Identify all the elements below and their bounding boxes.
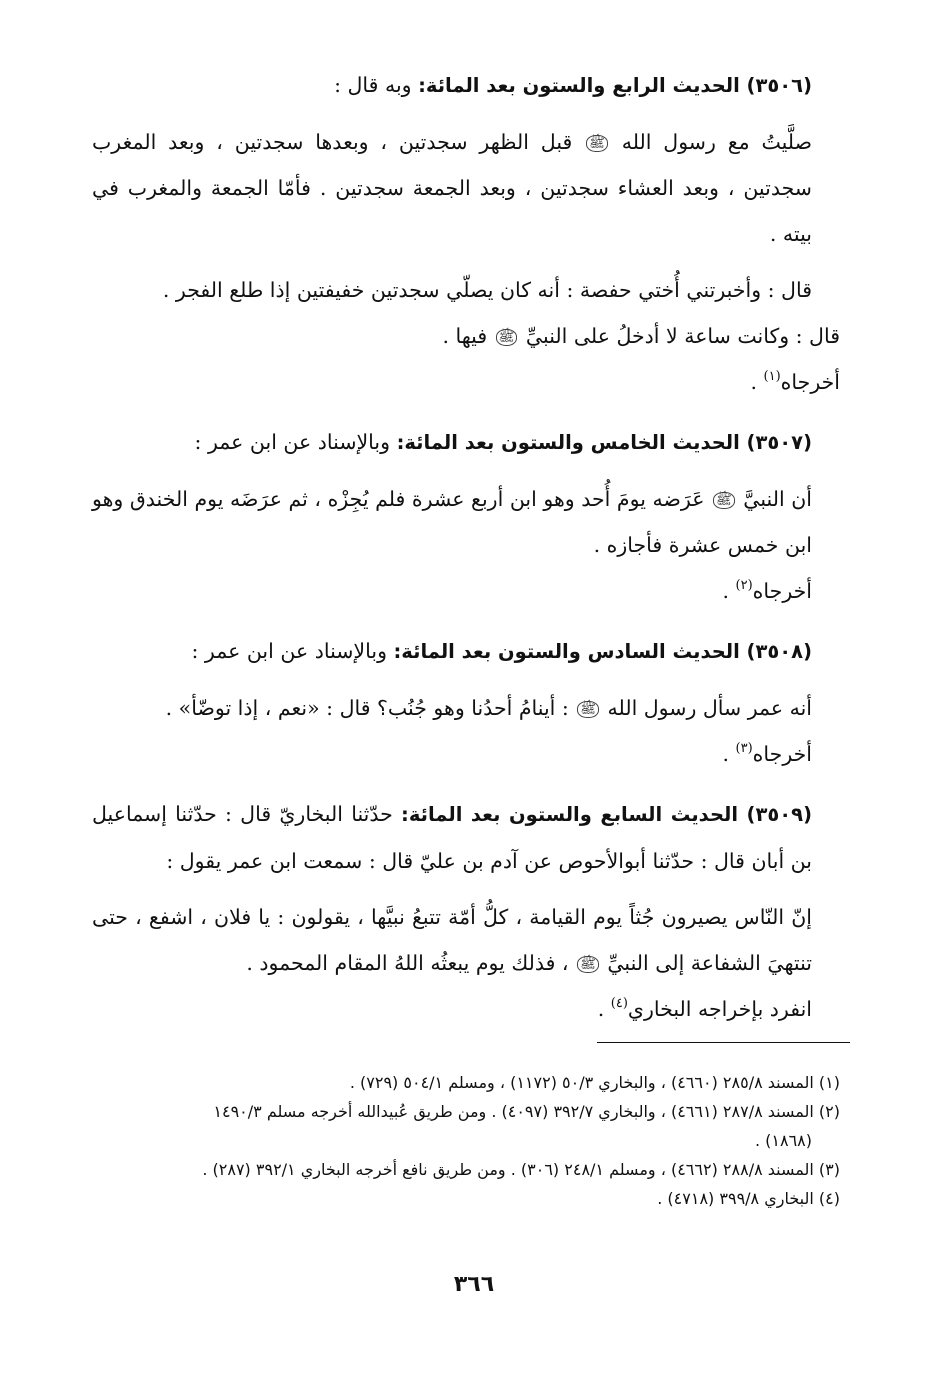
hadith-3508-text-part1: أنه عمر سأل رسول الله (607, 696, 812, 720)
hadith-3509-text-part2: ، فذلك يوم يبعثُه اللهُ المقام المحمود . (246, 951, 576, 975)
hadith-3507-takhrij (92, 568, 840, 618)
hadith-3507-heading: (٣٥٠٧) الحديث الخامس والستون بعد المائة: (396, 431, 812, 454)
salawat-icon: ﷺ (713, 492, 735, 509)
hadith-3508-text-part2: : أينامُ أحدُنا وهو جُنُب؟ قال : «نعم ، إذا توضّأ» . (165, 696, 576, 720)
salawat-icon: ﷺ (586, 135, 608, 152)
hadith-3506-text-part1: صلَّيتُ مع رسول الله (621, 130, 812, 154)
footnote-ref-3[interactable]: (٣) (735, 741, 753, 756)
hadith-3508-intro: وبالإسناد عن ابن عمر : (191, 639, 394, 663)
takhrij-end: . (722, 742, 736, 766)
hadith-3506-para-2: قال : وأخبرتني أُختي حفصة : أنه كان يصلّي سجدتين خفيفتين إذا طلع الفجر . (162, 278, 812, 302)
hadith-3506-header (92, 62, 840, 109)
hadith-3508-header (92, 628, 840, 675)
hadith-3507-text-part1: أن النبيَّ (743, 487, 812, 511)
takhrij-label: أخرجاه (780, 370, 840, 394)
footnote-ref-1[interactable]: (١) (763, 369, 781, 384)
takhrij-end: . (597, 997, 611, 1021)
footnotes (104, 1068, 840, 1213)
hadith-3507-header (92, 419, 840, 466)
footnote-ref-4[interactable]: (٤) (610, 996, 628, 1011)
takhrij-label: أخرجاه (752, 742, 812, 766)
salawat-icon: ﷺ (496, 329, 518, 346)
hadith-3508-text (92, 685, 840, 731)
hadith-3508-takhrij (92, 731, 840, 781)
hadith-3506-para-3-part1: قال : وكانت ساعة لا أدخلُ على النبيِّ (525, 324, 840, 348)
salawat-icon: ﷺ (577, 956, 599, 973)
main-text (92, 62, 840, 1036)
hadith-3506-text (92, 119, 840, 257)
takhrij-end: . (722, 579, 736, 603)
footnote-4: (٤) البخاري ٣٩٩/٨ (٤٧١٨) . (657, 1189, 840, 1208)
footnote-2-continued: (١٨٦٨) . (754, 1131, 812, 1150)
hadith-3509-heading: (٣٥٠٩) الحديث السابع والستون بعد المائة: (401, 803, 812, 826)
takhrij-label: أخرجاه (752, 579, 812, 603)
footnote-separator (597, 1042, 850, 1043)
hadith-3509-header (92, 791, 840, 884)
footnote-ref-2[interactable]: (٢) (735, 578, 753, 593)
hadith-3509-takhrij (92, 986, 840, 1036)
hadith-3506-intro: وبه قال : (334, 73, 419, 97)
hadith-3509-intro: حدّثنا البخاريّ قال : حدّثنا إسماعيل بن أبان قال : حدّثنا أبوالأحوص عن آدم بن عليّ قال : سمعت ابن عمر يقول : (92, 802, 812, 873)
salawat-icon: ﷺ (577, 701, 599, 718)
hadith-3506-para-3 (92, 313, 840, 359)
footnote-2: (٢) المسند ٢٨٧/٨ (٤٦٦١) ، والبخاري ٣٩٢/٧ (٤٠٩٧) . ومن طريق عُبيدالله أخرجه مسلم ١٤٩٠/٣ (213, 1102, 840, 1121)
hadith-3507-intro: وبالإسناد عن ابن عمر : (194, 430, 397, 454)
footnote-3: (٣) المسند ٢٨٨/٨ (٤٦٦٢) ، ومسلم ٢٤٨/١ (٣٠٦) . ومن طريق نافع أخرجه البخاري ٣٩٢/١ (٢٨٧) . (202, 1160, 840, 1179)
takhrij-end: . (750, 370, 764, 394)
hadith-3509-text-part1: إنّ النّاس يصيرون جُثاً يوم القيامة ، كلُّ أمّة تتبعُ نبيَّها ، يقولون : يا فلان ، اشفع ، حتى تنتهيَ الشفاعة إلى النبيِّ (92, 905, 812, 975)
footnote-1: (١) المسند ٢٨٥/٨ (٤٦٦٠) ، والبخاري ٥٠/٣ (١١٧٢) ، ومسلم ٥٠٤/١ (٧٢٩) . (349, 1073, 840, 1092)
hadith-3509-text (92, 894, 840, 986)
hadith-3506-takhrij (92, 359, 840, 409)
page-number: ٣٦٦ (453, 1272, 495, 1297)
hadith-3507-text (92, 476, 840, 568)
takhrij-label: انفرد بإخراجه البخاري (627, 997, 812, 1021)
hadith-3506-text-part2: قبل الظهر سجدتين ، وبعدها سجدتين ، وبعد المغرب سجدتين ، وبعد العشاء سجدتين ، وبعد الجمعة سجدتين . فأمّا الجمعة والمغرب في بيته . (92, 130, 812, 246)
hadith-3508-heading: (٣٥٠٨) الحديث السادس والستون بعد المائة: (393, 640, 812, 663)
hadith-3506-para-3-part2: فيها . (442, 324, 494, 348)
hadith-3507-text-part2: عَرَضه يومَ أُحد وهو ابن أربع عشرة فلم يُجِزْه ، ثم عرَضَه يوم الخندق وهو ابن خمس عشرة فأجازه . (92, 487, 812, 557)
hadith-3506-heading: (٣٥٠٦) الحديث الرابع والستون بعد المائة: (418, 74, 812, 97)
